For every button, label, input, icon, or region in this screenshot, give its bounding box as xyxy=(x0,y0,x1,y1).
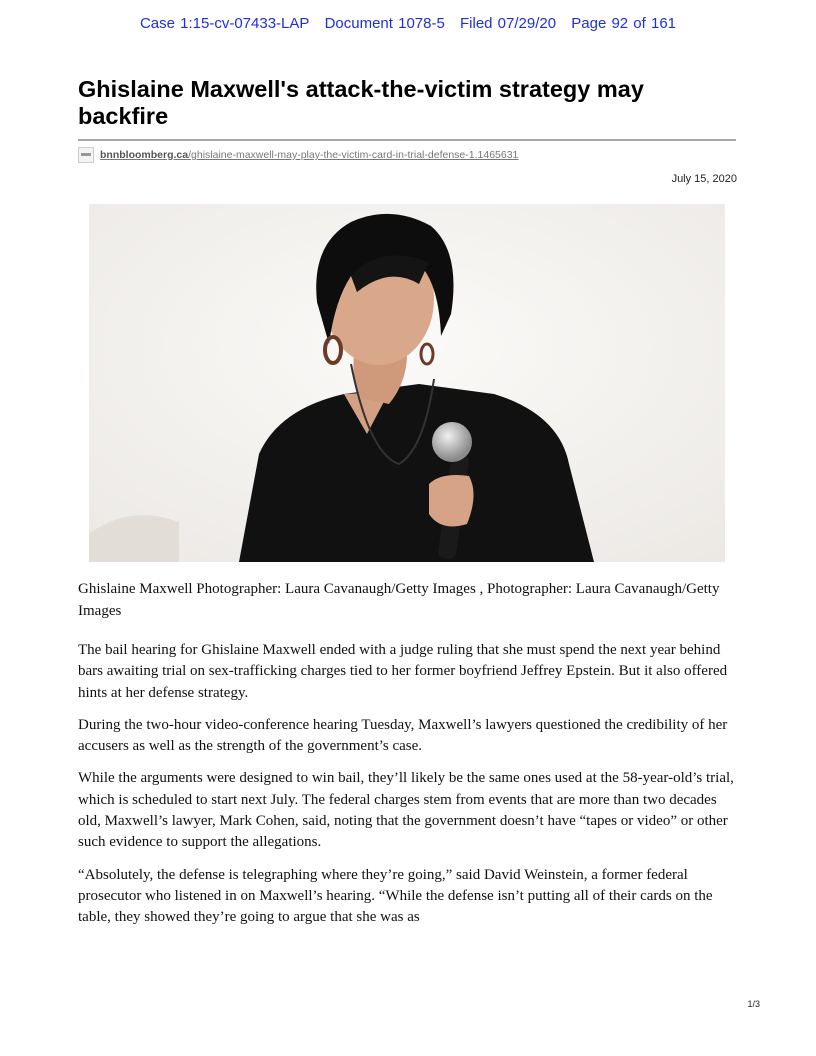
paragraph: While the arguments were designed to win bail, they’ll likely be the same ones used at the 58-year-old’s trial, which is scheduled to start next July. The federal charges stem from events that are more than two decades old, Maxwell’s lawyer, Mark Cohen, said, noting that the government doesn’t have “tapes or video” or other such evidence to support the allegations. xyxy=(78,770,734,851)
paragraph: During the two-hour video-conference hearing Tuesday, Maxwell’s lawyers questioned the credibility of her accusers as well as the strength of the government’s case. xyxy=(78,716,728,755)
case-number: Case 1:15-cv-07433-LAP xyxy=(139,15,310,32)
page-number: 1/3 xyxy=(747,999,760,1009)
source-path: /ghislaine-maxwell-may-play-the-victim-card-in-trial-defense-1.1465631 xyxy=(188,149,519,161)
title-divider xyxy=(78,139,736,141)
article-photo xyxy=(89,204,725,562)
document-number: Document 1078-5 xyxy=(324,15,445,32)
photo-caption: Ghislaine Maxwell Photographer: Laura Cavanaugh/Getty Images , Photographer: Laura Cavanaugh/Getty Images xyxy=(78,581,720,619)
page-of-total: Page 92 of 161 xyxy=(571,15,677,32)
court-filing-header xyxy=(0,15,816,32)
paragraph: The bail hearing for Ghislaine Maxwell ended with a judge ruling that she must spend the next year behind bars awaiting trial on sex-trafficking charges tied to her former boyfriend Jeffrey Epstein. But it also offered hints at her defense strategy. xyxy=(78,642,728,701)
article-title: Ghislaine Maxwell's attack-the-victim strategy may backfire xyxy=(78,76,644,129)
source-domain: bnnbloomberg.ca xyxy=(100,149,189,161)
source-link-row xyxy=(78,146,518,164)
source-link[interactable] xyxy=(100,149,518,161)
filed-date: Filed 07/29/20 xyxy=(460,15,557,32)
site-favicon-icon xyxy=(78,147,94,163)
paragraph: “Absolutely, the defense is telegraphing where they’re going,” said David Weinstein, a former federal prosecutor who listened in on Maxwell’s hearing. “While the defense isn’t putting all of their cards on the table, they showed they’re going to argue that she was as xyxy=(78,866,713,926)
article-body xyxy=(78,640,738,940)
article-date: July 15, 2020 xyxy=(671,173,737,185)
